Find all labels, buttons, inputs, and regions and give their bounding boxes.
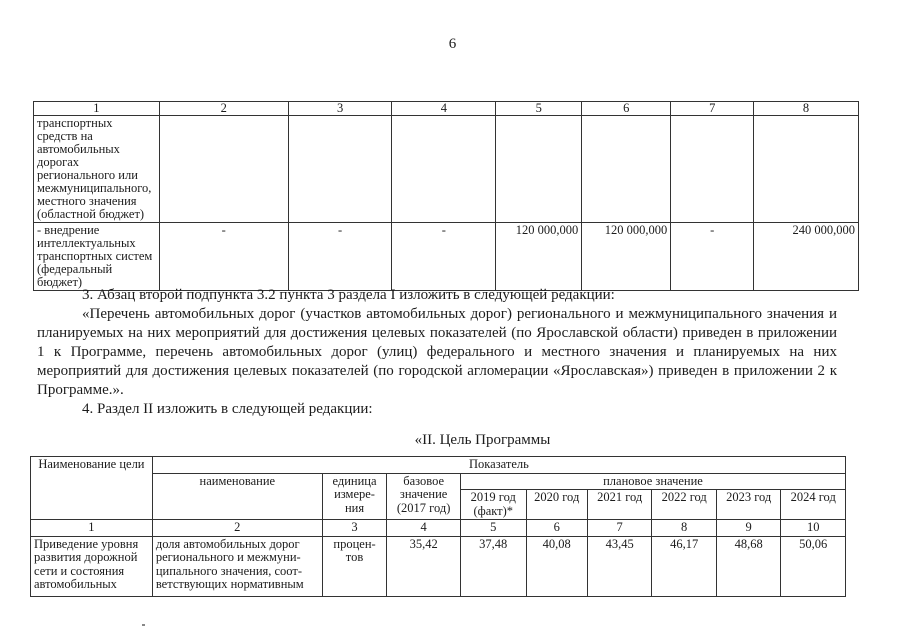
table-row [31, 536, 846, 596]
col-number: 6 [526, 520, 587, 537]
col-year: 2024 год [781, 490, 846, 520]
col-number: 10 [781, 520, 846, 537]
paragraph-road-list: «Перечень автомобильных дорог (участков автомобильных дорог) регионального и межмуниципального значения и планируемых на них мероприятий для достижения целевых показателей (по Ярославской области) приведен в приложении 1 к Программе, перечень автомобильных дорог (улиц) федерального и местного значения и планируемых на них мероприятий для достижения целевых показателей (по городской агломерации «Ярославская») приведен в приложении 2 к Программе.». [37, 306, 837, 398]
table-cell: 240 000,000 [754, 223, 859, 291]
col-number: 6 [582, 102, 671, 116]
planned-value-header: плановое значение [460, 473, 845, 490]
base-value-cell: 35,42 [387, 536, 461, 596]
table-cell [671, 116, 754, 223]
col-year: 2021 год [587, 490, 652, 520]
table-cell [288, 116, 392, 223]
row-name: транспортных средств на автомобильных дорогах регионального или межмуниципального, местного значения (областной бюджет) [34, 116, 160, 223]
col-number: 5 [460, 520, 526, 537]
col-year: 2023 год [716, 490, 781, 520]
col-number: 8 [754, 102, 859, 116]
table-cell: - [392, 223, 496, 291]
column-number-row [31, 520, 846, 537]
year-value-cell: 46,17 [652, 536, 717, 596]
table-cell: - [671, 223, 754, 291]
year-value-cell: 43,45 [587, 536, 652, 596]
col-unit: единица измере-ния [322, 473, 387, 520]
col-number: 5 [496, 102, 582, 116]
table-cell [754, 116, 859, 223]
indicator-name-cell: доля автомобильных дорог регионального и межмуни-ципального значения, соот-ветствующих нормативным [152, 536, 322, 596]
year-value-cell: 40,08 [526, 536, 587, 596]
table-cell: - [159, 223, 288, 291]
table-cell [392, 116, 496, 223]
section-title-text: «II. Цель Программы [414, 432, 551, 448]
unit-cell: процен-тов [322, 536, 387, 596]
year-value-cell: 48,68 [716, 536, 781, 596]
col-year: 2020 год [526, 490, 587, 520]
paragraph-amendment-3: 3. Абзац второй подпункта 3.2 пункта 3 раздела I изложить в следующей редакции: [82, 287, 615, 303]
goal-indicators-table [30, 456, 846, 597]
table-row [34, 223, 859, 291]
paragraph-amendment-4: 4. Раздел II изложить в следующей редакции: [82, 401, 373, 417]
indicator-header: Показатель [152, 457, 845, 474]
col-number: 2 [152, 520, 322, 537]
col-number: 7 [587, 520, 652, 537]
goal-cell: Приведение уровня развития дорожной сети и состояния автомобильных [31, 536, 153, 596]
col-number: 2 [159, 102, 288, 116]
year-value-cell: 37,48 [460, 536, 526, 596]
table-cell: 120 000,000 [582, 223, 671, 291]
col-number: 1 [31, 520, 153, 537]
table-header-row [31, 473, 846, 490]
col-indicator-name: наименование [152, 473, 322, 520]
col-year: 2022 год [652, 490, 717, 520]
col-number: 4 [387, 520, 461, 537]
row-name: - внедрение интеллектуальных транспортных систем (федеральный бюджет) [34, 223, 160, 291]
col-number: 9 [716, 520, 781, 537]
section-title [0, 432, 905, 449]
col-goal-name: Наименование цели [31, 457, 153, 520]
col-number: 3 [288, 102, 392, 116]
page-number: 6 [448, 36, 457, 52]
scan-mark [142, 624, 145, 626]
col-number: 4 [392, 102, 496, 116]
table-header-row [31, 457, 846, 474]
col-base-value: базовое значение (2017 год) [387, 473, 461, 520]
year-value-cell: 50,06 [781, 536, 846, 596]
table-row [34, 116, 859, 223]
col-number: 8 [652, 520, 717, 537]
table-header-row [34, 102, 859, 116]
table-cell [496, 116, 582, 223]
col-year: 2019 год (факт)* [460, 490, 526, 520]
table-cell [582, 116, 671, 223]
table-cell: - [288, 223, 392, 291]
table-cell: 120 000,000 [496, 223, 582, 291]
col-number: 1 [34, 102, 160, 116]
col-number: 7 [671, 102, 754, 116]
budget-table [33, 101, 859, 291]
table-cell [159, 116, 288, 223]
col-number: 3 [322, 520, 387, 537]
